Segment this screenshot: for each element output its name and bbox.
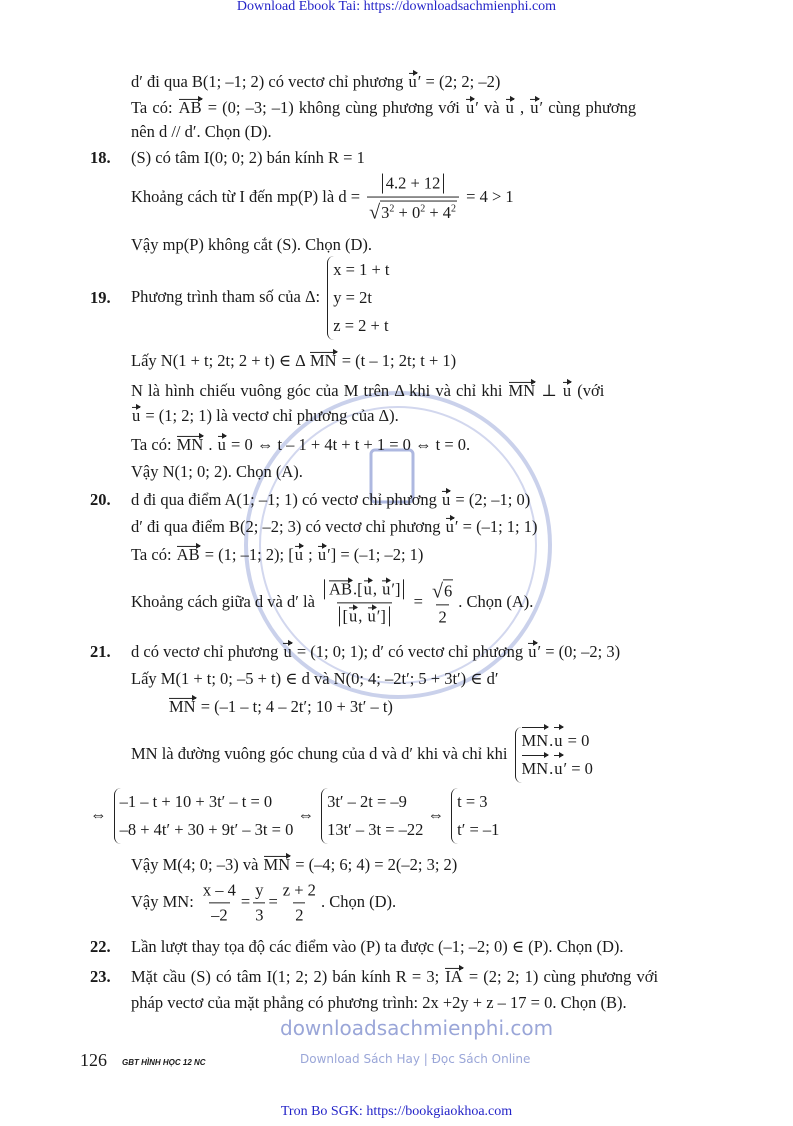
text-segment: + 0 — [394, 203, 421, 223]
fraction — [201, 881, 238, 924]
numerator — [253, 881, 265, 902]
book-title: GBT HÌNH HỌC 12 NC — [122, 1058, 206, 1067]
problem-number: 19. — [90, 288, 111, 307]
denominator — [337, 603, 392, 627]
fraction — [253, 881, 265, 924]
fraction — [430, 580, 455, 626]
radicand — [443, 580, 453, 601]
text-segment: d đi qua điểm A(1; –1; 1) có vectơ chỉ phương — [131, 489, 442, 509]
vector-symbol: MN — [263, 854, 291, 874]
text-segment: = 0 — [563, 731, 590, 750]
text-segment: z + 2 — [282, 880, 316, 900]
text-segment: 2 — [438, 607, 447, 627]
sqrt-sign-icon: √ — [432, 579, 443, 602]
vector-symbol: AB — [176, 544, 200, 564]
equation-system — [515, 727, 593, 783]
fraction — [322, 579, 406, 626]
text-segment: . — [549, 731, 554, 750]
text-segment: Khoảng cách giữa d và d′ là — [131, 591, 320, 611]
formula-line — [131, 727, 593, 783]
text-segment: = 0 ⇔ t – 1 + 4t + t + 1 = 0 ⇔ t = 0. — [226, 434, 471, 454]
formula-line — [131, 579, 533, 626]
text-segment: Lấy N(1 + t; 2t; 2 + t) ∈ Δ — [131, 350, 310, 370]
text-line — [131, 938, 623, 956]
text-line — [131, 236, 372, 254]
text-segment: ′ = (0; –2; 3) — [537, 641, 621, 661]
vector-symbol: MN — [176, 434, 204, 454]
text-segment: 4.2 + 12 — [385, 173, 441, 193]
text-line — [131, 352, 456, 370]
problem-number: 23. — [90, 967, 111, 986]
vector-symbol: u — [363, 579, 372, 599]
text-line — [131, 670, 498, 688]
vector-symbol: AB — [178, 97, 202, 117]
text-segment: [ — [342, 606, 349, 626]
numerator — [322, 579, 406, 602]
text-segment: ′ = 0 — [563, 759, 593, 778]
numerator — [380, 174, 447, 197]
text-segment: Vậy M(4; 0; –3) và — [131, 854, 263, 874]
text-segment: –8 + 4t′ + 30 + 9t′ – 3t = 0 — [119, 820, 294, 839]
text-line — [168, 698, 393, 716]
text-segment: z = 2 + t — [333, 316, 389, 335]
square-root — [369, 201, 457, 223]
text-line — [131, 546, 423, 564]
text-segment: ′ = (2; 2; –2) — [417, 71, 501, 91]
text-segment: Khoảng cách từ I đến mp(P) là d = — [131, 186, 365, 206]
text-segment: nên d // d′. Chọn (D). — [131, 121, 272, 141]
absolute-value — [339, 607, 390, 627]
text-segment: = (1; 0; 1); d′ có vectơ chỉ phương — [292, 641, 528, 661]
text-segment: 3 — [381, 203, 390, 223]
denominator — [436, 604, 448, 626]
text-segment: pháp vectơ của mặt phẳng có phương trình: 2x +2y + z – 17 = 0. Chọn (B). — [131, 992, 627, 1012]
text-segment: Lấy M(1 + t; 0; –5 + t) ∈ d và N(0; 4; –2t′; 5 + 3t′) ∈ d′ — [131, 668, 499, 688]
text-segment: –2 — [211, 905, 228, 925]
system-row — [120, 816, 294, 844]
vector-symbol: u — [442, 489, 451, 509]
vector-symbol: MN — [521, 727, 550, 755]
text-line — [131, 436, 470, 454]
text-segment: N là hình chiếu vuông góc của M trên Δ khi và chỉ khi — [131, 380, 508, 400]
text-segment: ′ cùng phương — [539, 97, 637, 117]
text-segment: = 4 > 1 — [462, 186, 514, 206]
system-row — [333, 256, 389, 284]
text-segment: 13t′ – 3t = –22 — [327, 820, 424, 839]
text-line — [131, 123, 272, 141]
system-row — [333, 284, 389, 312]
text-segment: . Chọn (A). — [458, 591, 534, 611]
text-segment: Phương trình tham số của Δ: — [131, 286, 325, 306]
numerator — [201, 881, 238, 902]
denominator — [293, 903, 305, 925]
superscript: 2 — [420, 203, 426, 215]
text-segment: ⇔ — [90, 804, 111, 824]
text-segment: , — [372, 579, 382, 599]
superscript: 2 — [389, 203, 395, 215]
numerator — [430, 580, 455, 604]
text-segment: Vậy N(1; 0; 2). Chọn (A). — [131, 461, 303, 481]
text-segment: ⇔ — [293, 804, 319, 824]
vector-symbol: u — [505, 97, 514, 117]
denominator — [367, 197, 459, 223]
formula-line — [90, 788, 499, 844]
problem-number: 18. — [90, 148, 111, 167]
square-root — [432, 580, 453, 601]
text-segment: Mặt cầu (S) có tâm I(1; 2; 2) bán kính R = 3; — [131, 966, 445, 986]
text-segment: = (2; 2; 1) cùng phương với — [463, 966, 659, 986]
absolute-value — [324, 579, 404, 599]
text-segment: , — [358, 606, 367, 626]
vector-symbol: u — [562, 380, 572, 400]
formula-line — [131, 256, 389, 340]
system-row — [327, 788, 423, 816]
vector-symbol: u — [382, 579, 391, 599]
text-segment: = (1; –1; 2); [ — [200, 544, 294, 564]
system-row — [457, 816, 499, 844]
text-segment: = (1; 2; 1) là vectơ chỉ phương của Δ). — [141, 405, 399, 425]
text-segment: = — [268, 891, 278, 911]
vector-symbol: u — [317, 544, 327, 564]
vector-symbol: u — [553, 727, 563, 755]
text-segment: y — [255, 880, 264, 900]
vector-symbol: u — [349, 606, 358, 626]
vector-symbol: u — [465, 97, 475, 117]
vector-symbol: u — [217, 434, 226, 454]
text-segment: .[ — [352, 579, 363, 599]
vector-symbol: u — [367, 606, 376, 626]
problem-number: 22. — [90, 937, 111, 956]
text-segment: ′] — [391, 579, 401, 599]
text-segment: Vậy mp(P) không cắt (S). Chọn (D). — [131, 234, 373, 254]
vector-symbol: u — [530, 97, 539, 117]
text-segment: = (–4; 6; 4) = 2(–2; 3; 2) — [291, 854, 458, 874]
text-segment: t = 3 — [457, 792, 488, 811]
text-segment: x = 1 + t — [333, 260, 390, 279]
equation-system — [321, 788, 423, 844]
text-line — [131, 518, 537, 536]
fraction — [281, 881, 318, 924]
text-segment: Ta có: — [131, 434, 176, 454]
text-segment: = (t – 1; 2t; t + 1) — [337, 350, 457, 370]
vector-symbol: MN — [508, 380, 536, 400]
text-segment: t′ = –1 — [457, 820, 500, 839]
text-segment: x – 4 — [202, 880, 236, 900]
vector-symbol: u — [445, 516, 454, 536]
equation-system — [114, 788, 294, 844]
text-segment: ′ = (–1; 1; 1) — [454, 516, 538, 536]
text-segment: MN là đường vuông góc chung của d và d′ khi và chỉ khi — [131, 743, 512, 763]
vector-symbol: MN — [521, 755, 550, 783]
text-line — [131, 463, 303, 481]
header-download-link[interactable]: Download Ebook Tai: https://downloadsachmienphi.com — [236, 0, 557, 14]
vector-symbol: u — [553, 755, 563, 783]
text-segment: 3t′ – 2t = –9 — [327, 792, 407, 811]
text-line — [131, 149, 365, 167]
vector-symbol: IA — [445, 966, 463, 986]
superscript: 2 — [451, 203, 457, 215]
text-segment: 3 — [255, 905, 264, 925]
watermark-site: downloadsachmienphi.com — [280, 1016, 554, 1040]
text-segment: = (–1 – t; 4 – 2t′; 10 + 3t′ – t) — [196, 696, 393, 716]
text-segment: . — [549, 759, 554, 778]
watermark-slogan: Download Sách Hay | Đọc Sách Online — [300, 1052, 531, 1066]
system-row — [333, 312, 389, 340]
text-segment: ⊥ — [536, 380, 562, 400]
text-line — [131, 994, 627, 1012]
problem-number: 21. — [90, 642, 111, 661]
text-segment: Lần lượt thay tọa độ các điểm vào (P) ta được (–1; –2; 0) ∈ (P). Chọn (D). — [131, 936, 624, 956]
text-segment: = — [409, 591, 427, 611]
system-row — [521, 727, 593, 755]
text-line — [131, 643, 620, 661]
radicand — [380, 201, 457, 223]
system-row — [521, 755, 593, 783]
vector-symbol: u — [294, 544, 304, 564]
text-segment: (S) có tâm I(0; 0; 2) bán kính R = 1 — [131, 147, 365, 167]
text-segment: 2 — [295, 905, 304, 925]
formula-line — [131, 174, 514, 223]
vector-symbol: u — [408, 71, 417, 91]
system-row — [327, 816, 423, 844]
text-segment: ; — [304, 544, 317, 564]
problem-number: 20. — [90, 490, 111, 509]
page-number: 126 — [80, 1050, 107, 1070]
vector-symbol: u — [283, 641, 292, 661]
text-line — [131, 73, 500, 91]
vector-symbol: MN — [310, 350, 337, 370]
text-line — [131, 407, 399, 425]
text-segment: ′] — [376, 606, 386, 626]
text-segment: , — [514, 97, 530, 117]
text-segment: d′ đi qua điểm B(2; –2; 3) có vectơ chỉ phương — [131, 516, 445, 536]
text-segment: = — [240, 891, 251, 911]
system-row — [120, 788, 294, 816]
text-line — [131, 968, 658, 986]
text-segment: ′] = (–1; –2; 1) — [327, 544, 424, 564]
vector-symbol: AB — [329, 579, 352, 599]
text-segment: = (2; –1; 0) — [451, 489, 531, 509]
numerator — [281, 881, 318, 902]
system-row — [457, 788, 499, 816]
text-segment: 6 — [443, 581, 453, 601]
text-segment: . — [204, 434, 217, 454]
text-segment: = (0; –3; –1) không cùng phương với — [202, 97, 465, 117]
text-segment: d có vectơ chỉ phương — [131, 641, 283, 661]
text-line — [131, 491, 530, 509]
text-segment: d′ đi qua B(1; –1; 2) có vectơ chỉ phương — [131, 71, 408, 91]
denominator — [253, 903, 265, 925]
text-line — [131, 99, 636, 117]
fraction — [367, 174, 459, 223]
text-segment: Ta có: — [131, 97, 178, 117]
text-segment: Ta có: — [131, 544, 176, 564]
text-line — [131, 382, 604, 400]
vector-symbol: u — [528, 641, 537, 661]
text-segment: + 4 — [425, 203, 452, 223]
text-line — [131, 856, 457, 874]
footer-sgk-link[interactable]: Tron Bo SGK: https://bookgiaokhoa.com — [280, 1104, 513, 1119]
text-segment: y = 2t — [333, 288, 372, 307]
text-segment: –1 – t + 10 + 3t′ – t = 0 — [119, 792, 273, 811]
sqrt-sign-icon: √ — [369, 201, 381, 224]
text-segment: . Chọn (D). — [320, 891, 397, 911]
text-segment: Vậy MN: — [131, 891, 198, 911]
denominator — [209, 903, 230, 925]
equation-system — [327, 256, 389, 340]
formula-line — [131, 881, 396, 924]
absolute-value — [382, 174, 445, 194]
equation-system — [451, 788, 499, 844]
text-segment: (với — [572, 380, 605, 400]
vector-symbol: u — [132, 405, 141, 425]
text-segment: ⇔ — [423, 804, 449, 824]
text-segment: ′ và — [475, 97, 505, 117]
vector-symbol: MN — [169, 696, 196, 716]
